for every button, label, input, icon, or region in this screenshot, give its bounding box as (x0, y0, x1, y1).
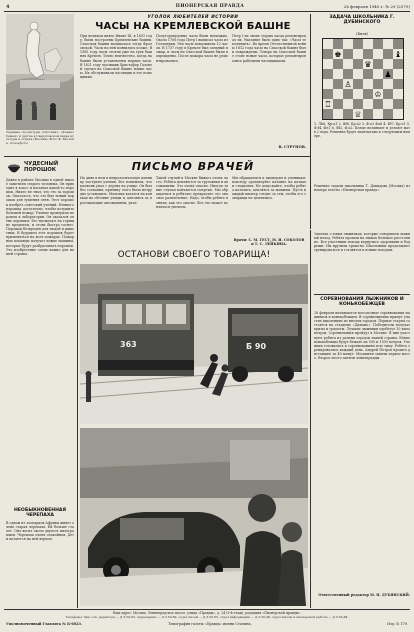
letter-title: ПИСЬМО ВРАЧЕЙ (131, 160, 255, 173)
tram-number: 363 (120, 340, 137, 349)
right-title: СОРЕВНОВАНИЯ ЛЫЖНИКОВ И КОНЬКОБЕЖЦЕВ (320, 297, 404, 308)
left-title-1: ЧУДЕСНЫЙ ПОРОШОК (24, 161, 59, 173)
history-col-1: При великом князе Иване III, в 1491 году, были построены Кремлевские башни. Спасская башня называлась тогда Фроловской. Часы на ней появились позже. В 1585 году часы стояли уже на трех башнях Кремля. Точно неизвестно, когда на башне были установлены первые часы. В 1621 году часовщик Христофор Галовей сделал на Спасской башне новые часы. Их обслуживали часовщик и его помощники. (80, 34, 152, 79)
history-title: ЧАСЫ НА КРЕМЛЕВСКОЙ БАШНЕ (95, 21, 291, 32)
svg-text:♟ (384, 70, 391, 79)
svg-text:♔ (374, 90, 381, 99)
left-text-2: В одном из зоопарков Африки живет очень старая черепаха. Ей больше ста лет. Она весит около двухсот килограммов. Черепаха очень спокойная. Дети катаются на ней верхом. (6, 521, 74, 542)
car-boys-photo (80, 428, 308, 606)
left-title-2: НЕОБЫКНОВЕННАЯ ЧЕРЕПАХА (13, 508, 67, 519)
chess-board (322, 38, 404, 120)
letter-signatures: Врачи: С. М. ГЕСТ, М. И. СОКОЛОВ и Т. С. ЛЕЙКИНА. (233, 238, 305, 246)
chess-city: (Киев) (356, 32, 368, 36)
footer-rule (4, 609, 410, 610)
right-divider (310, 230, 311, 608)
svg-text:♝ (394, 50, 401, 59)
history-signature: В. СТРУНОВ. (278, 145, 306, 149)
svg-text:♕ (354, 110, 361, 119)
truck-plate: Б 90 (246, 342, 267, 351)
history-rubric: УГОЛОК ЛЮБИТЕЛЕЙ ИСТОРИИ (147, 14, 239, 19)
footer-imprint: Уполномоченный Главлита № Б-6023. (6, 622, 82, 626)
stop-headline: ОСТАНОВИ СВОЕГО ТОВАРИЩА! (117, 250, 271, 260)
svg-text:♛ (364, 60, 371, 69)
letter-col-3: Мы обращаемся к пионерам и ученикам: повсюду организуйте катание на катках и стадионах. Не допускайте, чтобы ребята катались, цепляясь за машины. Пусть каждый пионер следит за тем, чтобы его товарищи не цеплялись. (232, 176, 306, 201)
svg-text:♖ (324, 100, 331, 109)
masthead-rule (4, 11, 410, 12)
masthead-date: 28 февраля 1940 г. № 29 (2379) (343, 4, 410, 9)
right-text-1: Заметка о юных лыжниках, которые совершили лыжный поход. Ребята прошли на лыжах большое расстояние. Все участники похода вернулись здоровыми и бодрыми. Им вручили грамоты. Школьники продолжают тренироваться и готовятся к новым походам. (314, 232, 410, 253)
svg-text:♚ (334, 50, 341, 59)
history-col-3: Петр I на своих старых часах ремонтировал их. Указание было дано так: «Часы те починить». Во время Отечественной войны 1812 года часы на Спасской башне были повреждены. Теперь на Спасской башне стоят новые часы, которые ремонтировались рабочими часовщиками. (232, 34, 306, 63)
history-col-2: Полуторапудовые часы были немецкие. Около 1706 года Петр I выписал часы из Голландии. Эти часы показывали 12 часов. В 1737 году в Кремле был сильный пожар, и часы на Спасской башне были повреждены. После пожара часы не ремонтировались. (156, 34, 228, 63)
street-tram-photo (80, 264, 308, 424)
letter-col-2: Такой случай в Москве бывает очень часто. Ребята цепляются за грузовики и автомашины. Это очень опасно. Иногда такие случаи кончаются смертью. Мы обращаемся к ребятам: прекратите это опасное развлечение. Надо, чтобы ребята поняли, как это опасно. Все это может кончиться увечьем. (156, 176, 228, 209)
right-text-2: 28 февраля начинаются всесоюзные соревнования лыжников и конькобежцев. В соревнованиях примут участие школьники из многих городов. Первые старты состоятся на стадионе «Динамо». Победители получат призы и грамоты. Лучшие лыжники пробегут 10 километров. Соревнования пройдут в Москве. В них участвуют ребята из разных городов нашей страны. Юные конькобежцы будут бежать на 500 и 1500 метров. Ученики готовились к соревнованиям всю зиму. Ребята тренировались каждый день. Андрей Петров прошел дистанцию за 40 минут. Москвичи заняли первое место. Второе место заняли ленинградцы. (314, 311, 410, 361)
chess-divider (310, 14, 311, 229)
masthead-title: ПИОНЕРСКАЯ ПРАВДА (175, 4, 245, 9)
svg-text:♙ (344, 80, 351, 89)
left-text-1: Давно в районе Москвы в одной школе заметили старого человека. Он приходил в класс и насыпал какой-то порошок. Никто не знал, что это за порошок. Оказалось, что это был новый порошок для тушения огня. Этот порошок изобрел советский ученый. Немного порошка достаточно, чтобы потушить большой пожар. Ученые проверили порошок в лаборатории. Он оказался очень хорошим. Его насыпают на горящие предметы, и огонь быстро гаснет. Порошок безвреден для людей и животных. В будущем этот порошок будет применяться на всех пожарах. Пожарные команды получат новые машины, которые будут разбрасывать порошок. Это изобретение очень важно для нашей страны. (6, 178, 74, 256)
footer-phones: Телефоны: Зам. отв. редактора — Д 3-50-83, секретариат — Д 3-50-89, отдел писем — Д 3-50-65, отдел информации — Д 3-50-48, отдел школы и пионерской работы — Д 3-50-84. (65, 615, 349, 619)
letter-col-1: На днях в нем в неврологическую клинику поступил ученик. Все понимали, что мальчик упал с дерева на улице. Он был без сознания, причину этого было нетрудно установить. Мальчик катался на коньках на обочине улицы и, цепляясь за проезжающие автомашины, упал. (80, 176, 152, 205)
chess-text: 1. Лb8, Кр:а1 2. Фf8, Кр:а2 3. Ф:е2 Фа8 4. Фf7, Кр:е1 5. Ф:f4, Фе1 6. Фf2, Ф:а2. Белые начинают и делают мат в 2 хода. Решение будет напечатано в следующем номере. (314, 122, 410, 139)
footer-address: Наш адрес: Москва, Ленинградское шоссе, улица «Правды», д. 24 (5-й этаж), редакция «Пионерской правды». (112, 611, 302, 615)
chess-solution: Решение задачи школьника Т. Давыдова (Москва) из номера газеты «Пионерская правда». (314, 184, 410, 193)
section-rule-1 (4, 156, 310, 157)
ice-sculpture-photo (6, 14, 74, 130)
editor-line: Ответственный редактор М. Н. ДУБЯНСКИЙ. (318, 593, 410, 597)
footer-printer: Типография газеты «Правда» имени Сталина. (168, 622, 252, 626)
right-rule (314, 294, 410, 295)
photo-caption: Ледяные скульптуры «Охотник», «Конькобежец» и другие в Свердловском парке культуры и отдыха (Москва). Фото Ф. Кислова. (Союзфото) (6, 131, 74, 145)
mortar-icon (6, 161, 22, 175)
left-divider (77, 158, 78, 608)
chess-title: ЗАДАЧА ШКОЛЬНИКА Г. ДУБИНСКОГО (329, 15, 395, 26)
footer-order: Изд. № 179. (387, 622, 408, 626)
page-number: 4 (6, 4, 10, 10)
